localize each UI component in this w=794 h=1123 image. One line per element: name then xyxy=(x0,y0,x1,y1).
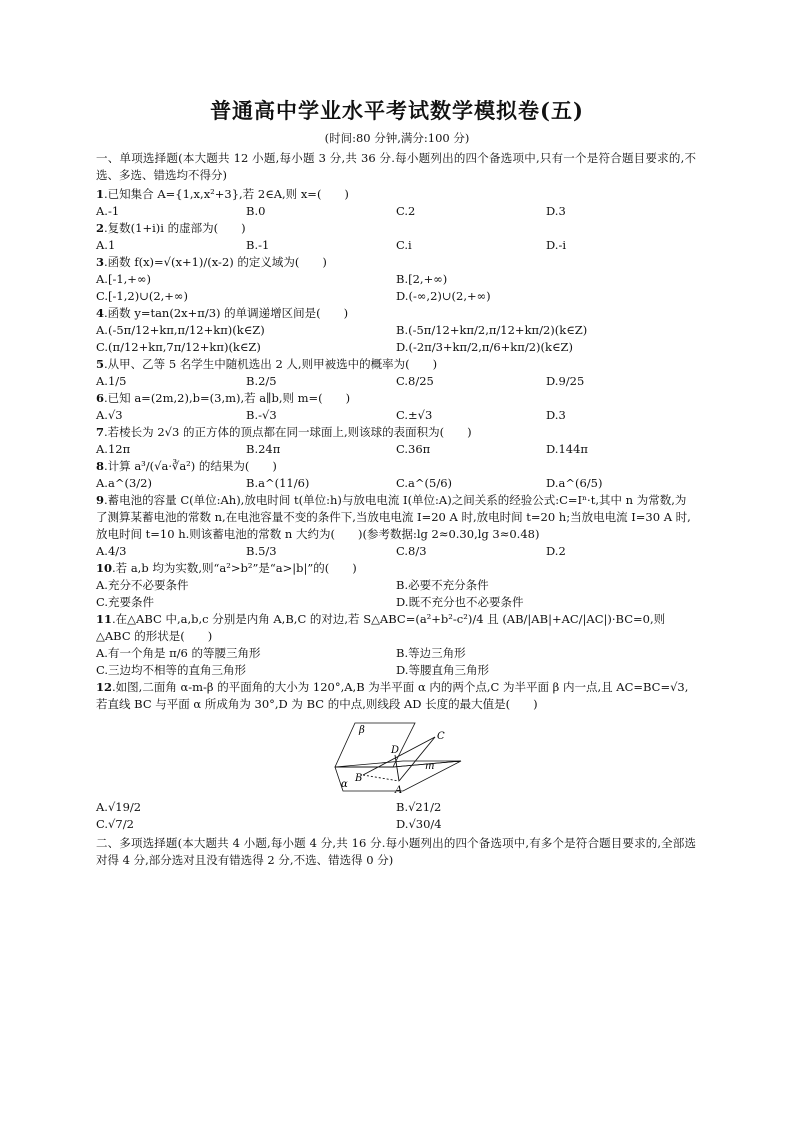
answer-options xyxy=(96,543,696,560)
question-10 xyxy=(96,560,696,611)
question-number: 11 xyxy=(96,612,113,626)
answer-option[interactable]: D.(-∞,2)∪(2,+∞) xyxy=(396,289,491,303)
question-number: 9 xyxy=(96,493,105,507)
answer-option[interactable]: A.1/5 xyxy=(96,374,127,388)
question-text: .已知 a=(2m,2),b=(3,m),若 a∥b,则 m=( ) xyxy=(104,391,351,405)
answer-option[interactable]: A.有一个角是 π/6 的等腰三角形 xyxy=(96,646,261,660)
question-number: 3 xyxy=(96,255,105,269)
label-b: B xyxy=(355,773,363,784)
answer-option[interactable]: C.(π/12+kπ,7π/12+kπ)(k∈Z) xyxy=(96,340,261,354)
answer-option[interactable]: D.3 xyxy=(546,204,566,218)
question-stem xyxy=(96,305,696,322)
answer-option[interactable]: B.a^(11/6) xyxy=(246,476,310,490)
question-number: 6 xyxy=(96,391,105,405)
answer-option[interactable]: A.(-5π/12+kπ,π/12+kπ)(k∈Z) xyxy=(96,323,265,337)
question-number: 2 xyxy=(96,221,105,235)
question-number: 5 xyxy=(96,357,105,371)
question-stem xyxy=(96,220,696,237)
answer-option[interactable]: C.i xyxy=(396,238,412,252)
question-text: .已知集合 A={1,x,x²+3},若 2∈A,则 x=( ) xyxy=(104,187,349,201)
label-c: C xyxy=(437,731,445,742)
section-1-heading: 一、单项选择题(本大题共 12 小题,每小题 3 分,共 36 分.每小题列出的四个备选项中,只有一个是符合题目要求的,不选、多选、错选均不得分) xyxy=(96,151,696,182)
section-2-heading: 二、多项选择题(本大题共 4 小题,每小题 4 分,共 16 分.每小题列出的四个备选项中,有多个是符合题目要求的,全部选对得 4 分,部分选对且没有错选得 2 分,不选、错选得 0 分) xyxy=(96,836,696,867)
segment-ab xyxy=(363,775,399,781)
question-3 xyxy=(96,254,696,305)
answer-option[interactable]: D.(-2π/3+kπ/2,π/6+kπ/2)(k∈Z) xyxy=(396,340,573,354)
label-a: A xyxy=(395,785,403,796)
answer-option[interactable]: D.3 xyxy=(546,408,566,422)
question-text: .复数(1+i)i 的虚部为( ) xyxy=(104,221,246,235)
answer-options xyxy=(96,203,696,220)
answer-option[interactable]: D.2 xyxy=(546,544,566,558)
answer-option[interactable]: C.36π xyxy=(396,442,431,456)
label-m: m xyxy=(425,761,435,772)
question-stem xyxy=(96,356,696,373)
answer-options xyxy=(96,577,696,611)
question-number: 10 xyxy=(96,561,113,575)
question-text: .函数 y=tan(2x+π/3) 的单调递增区间是( ) xyxy=(104,306,349,320)
answer-option[interactable]: B.24π xyxy=(246,442,281,456)
question-stem xyxy=(96,611,696,645)
answer-option[interactable]: B.[2,+∞) xyxy=(396,272,448,286)
answer-option[interactable]: A.充分不必要条件 xyxy=(96,578,189,592)
question-text: .计算 a³/(√a·∛a²) 的结果为( ) xyxy=(104,459,277,473)
answer-option[interactable]: D.√30/4 xyxy=(396,817,442,831)
question-9 xyxy=(96,492,696,560)
answer-options xyxy=(96,799,696,833)
label-beta: β xyxy=(359,725,365,736)
answer-option[interactable]: C.2 xyxy=(396,204,416,218)
question-2 xyxy=(96,220,696,254)
answer-option[interactable]: B.5/3 xyxy=(246,544,277,558)
answer-options xyxy=(96,373,696,390)
answer-option[interactable]: A.[-1,+∞) xyxy=(96,272,152,286)
answer-option[interactable]: B.√21/2 xyxy=(396,800,442,814)
answer-options xyxy=(96,475,696,492)
question-text: .若棱长为 2√3 的正方体的顶点都在同一球面上,则该球的表面积为( ) xyxy=(104,425,472,439)
question-stem xyxy=(96,492,696,543)
answer-option[interactable]: C.8/3 xyxy=(396,544,427,558)
question-8 xyxy=(96,458,696,492)
question-number: 1 xyxy=(96,187,105,201)
label-d: D xyxy=(391,745,400,756)
question-6 xyxy=(96,390,696,424)
answer-option[interactable]: C.充要条件 xyxy=(96,595,155,609)
answer-option[interactable]: B.-√3 xyxy=(246,408,277,422)
question-12 xyxy=(96,679,696,833)
answer-option[interactable]: A.4/3 xyxy=(96,544,127,558)
answer-options xyxy=(96,407,696,424)
question-text: .从甲、乙等 5 名学生中随机选出 2 人,则甲被选中的概率为( ) xyxy=(104,357,438,371)
question-stem xyxy=(96,186,696,203)
question-stem xyxy=(96,679,696,713)
question-stem xyxy=(96,560,696,577)
question-number: 8 xyxy=(96,459,105,473)
dihedral-angle-figure xyxy=(333,715,463,797)
plane-alpha xyxy=(335,761,461,767)
answer-option[interactable]: D.9/25 xyxy=(546,374,585,388)
question-stem xyxy=(96,254,696,271)
answer-option[interactable]: C.三边均不相等的直角三角形 xyxy=(96,663,247,677)
answer-option[interactable]: D.a^(6/5) xyxy=(546,476,603,490)
answer-option[interactable]: B.-1 xyxy=(246,238,270,252)
page-title: 普通高中学业水平考试数学模拟卷(五) xyxy=(210,98,584,123)
answer-option[interactable]: A.1 xyxy=(96,238,116,252)
answer-option[interactable]: B.(-5π/12+kπ/2,π/12+kπ/2)(k∈Z) xyxy=(396,323,588,337)
question-number: 7 xyxy=(96,425,105,439)
answer-option[interactable]: A.a^(3/2) xyxy=(96,476,152,490)
answer-option[interactable]: A.-1 xyxy=(96,204,120,218)
answer-option[interactable]: D.144π xyxy=(546,442,588,456)
exam-content xyxy=(96,148,696,871)
label-alpha: α xyxy=(341,779,348,790)
answer-options xyxy=(96,441,696,458)
question-text: .在△ABC 中,a,b,c 分别是内角 A,B,C 的对边,若 S△ABC=(a²+b²-c²)/4 且 (AB/|AB|+AC/|AC|)·BC=0,则△ABC 的形状是( ) xyxy=(96,612,666,643)
answer-option[interactable]: B.2/5 xyxy=(246,374,277,388)
question-stem xyxy=(96,390,696,407)
question-number: 4 xyxy=(96,306,105,320)
question-number: 12 xyxy=(96,680,113,694)
question-list xyxy=(96,186,696,833)
question-text: .如图,二面角 α-m-β 的平面角的大小为 120°,A,B 为半平面 α 内的两个点,C 为半平面 β 内一点,且 AC=BC=√3,若直线 BC 与平面 α 所成角为 30°,D 为 BC 的中点,则线段 AD 长度的最大值是( ) xyxy=(96,680,689,711)
answer-options xyxy=(96,237,696,254)
question-text: .蓄电池的容量 C(单位:Ah),放电时间 t(单位:h)与放电电流 I(单位:A)之间关系的经验公式:C=Iⁿ·t,其中 n 为常数,为了测算某蓄电池的常数 n,在电池容量不变的条件下,当放电电流 I=20 A 时,放电时间 t=20 h;当放电电流 I=30 A 时,放电时间 t=10 h.则该蓄电池的常数 n 大约为( )(参考数据:lg 2≈0.30,lg 3≈0.48) xyxy=(96,493,691,541)
question-stem xyxy=(96,424,696,441)
answer-option[interactable]: C.±√3 xyxy=(396,408,433,422)
answer-option[interactable]: B.必要不充分条件 xyxy=(396,578,489,592)
answer-option[interactable]: D.-i xyxy=(546,238,567,252)
answer-option[interactable]: C.√7/2 xyxy=(96,817,134,831)
answer-option[interactable]: A.√19/2 xyxy=(96,800,142,814)
question-7 xyxy=(96,424,696,458)
answer-option[interactable]: A.√3 xyxy=(96,408,123,422)
answer-option[interactable]: B.0 xyxy=(246,204,266,218)
question-stem xyxy=(96,458,696,475)
answer-option[interactable]: D.等腰直角三角形 xyxy=(396,663,489,677)
question-1 xyxy=(96,186,696,220)
question-4 xyxy=(96,305,696,356)
answer-options xyxy=(96,322,696,356)
answer-options xyxy=(96,645,696,679)
answer-options xyxy=(96,271,696,305)
question-11 xyxy=(96,611,696,679)
figure-svg xyxy=(333,715,463,797)
answer-option[interactable]: A.12π xyxy=(96,442,131,456)
question-text: .若 a,b 均为实数,则“a²>b²”是“a>|b|”的( ) xyxy=(112,561,357,575)
answer-option[interactable]: C.8/25 xyxy=(396,374,434,388)
answer-option[interactable]: D.既不充分也不必要条件 xyxy=(396,595,524,609)
plane-beta xyxy=(335,723,415,767)
answer-option[interactable]: B.等边三角形 xyxy=(396,646,466,660)
question-text: .函数 f(x)=√(x+1)/(x-2) 的定义域为( ) xyxy=(104,255,327,269)
page-subtitle: (时间:80 分钟,满分:100 分) xyxy=(324,131,470,145)
question-5 xyxy=(96,356,696,390)
answer-option[interactable]: C.[-1,2)∪(2,+∞) xyxy=(96,289,188,303)
answer-option[interactable]: C.a^(5/6) xyxy=(396,476,453,490)
